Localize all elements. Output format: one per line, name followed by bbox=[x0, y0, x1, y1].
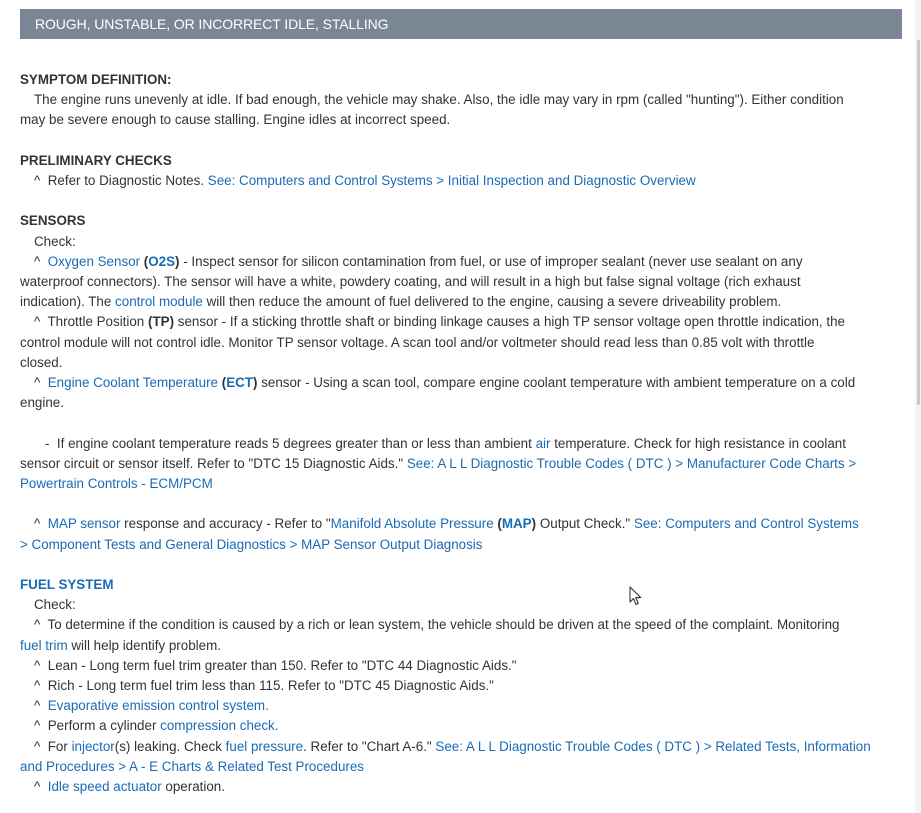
mouse-cursor-icon bbox=[629, 586, 643, 606]
bullet-caret: ^ bbox=[34, 253, 41, 269]
link-compression-check[interactable]: compression check bbox=[160, 718, 275, 734]
preliminary-heading: PRELIMINARY CHECKS bbox=[20, 152, 172, 168]
fuel-check-label: Check: bbox=[34, 597, 76, 613]
symptom-text-line-1: The engine runs unevenly at idle. If bad enough, the vehicle may shake. Also, the idle may vary in rpm (called "hunting"). Either condition bbox=[34, 92, 844, 108]
link-injector[interactable]: injector bbox=[71, 738, 115, 754]
link-fuel-trim[interactable]: fuel trim bbox=[20, 637, 68, 653]
tp-item-line-3: closed. bbox=[20, 354, 63, 370]
sensors-check-label: Check: bbox=[34, 233, 76, 249]
link-computers-control-systems[interactable]: See: Computers and Control Systems bbox=[633, 516, 859, 532]
link-dtc-related-tests[interactable]: See: A L L Diagnostic Trouble Codes ( DTC ) > Related Tests, Information bbox=[435, 738, 871, 754]
fuel-system-heading[interactable] bbox=[20, 575, 902, 595]
bullet-caret: ^ bbox=[34, 779, 41, 795]
ect-item-line-2: engine. bbox=[20, 395, 64, 411]
link-engine-coolant-temperature[interactable]: Engine Coolant Temperature bbox=[47, 375, 218, 391]
ect-item-line-1: ^ Engine Coolant Temperature (ECT) sensor - Using a scan tool, compare engine coolant temperature with ambient temperature on a cold bbox=[34, 375, 856, 391]
link-map-sensor-output-diagnosis[interactable]: > Component Tests and General Diagnostics > MAP Sensor Output Diagnosis bbox=[20, 536, 483, 552]
o2s-item-line-3: indication). The control module will then reduce the amount of fuel delivered to the engine, causing a severe driveability problem. bbox=[20, 294, 782, 310]
bullet-caret: ^ bbox=[34, 173, 41, 188]
symptom-heading: SYMPTOM DEFINITION: bbox=[20, 72, 172, 87]
link-map-sensor[interactable]: MAP sensor bbox=[47, 516, 121, 532]
fuel-injector-line-1: ^ For injector(s) leaking. Check fuel pressure. Refer to "Chart A-6." See: A L L Diagnostic Trouble Codes ( DTC ) > Related Tests, Information bbox=[34, 738, 871, 754]
document-content bbox=[20, 70, 902, 797]
link-map[interactable]: MAP bbox=[501, 516, 532, 532]
ect-sub-item-line-3 bbox=[20, 474, 902, 494]
tp-item-line-1: ^ Throttle Position (TP) sensor - If a sticking throttle shaft or binding linkage causes a high TP sensor voltage open throttle indication, the bbox=[34, 314, 845, 330]
map-item-line-2 bbox=[20, 535, 902, 555]
ect-sub-item-line-1: - If engine coolant temperature reads 5 degrees greater than or less than ambient air temperature. Check for high resistance in coolant bbox=[45, 435, 846, 451]
bullet-caret: ^ bbox=[34, 678, 41, 694]
link-dtc-manufacturer-code-charts[interactable]: See: A L L Diagnostic Trouble Codes ( DTC ) > Manufacturer Code Charts > bbox=[406, 455, 857, 471]
bullet-caret: ^ bbox=[34, 375, 41, 391]
link-ect[interactable]: ECT bbox=[226, 375, 253, 391]
link-o2s[interactable]: O2S bbox=[148, 253, 176, 269]
fuel-evap-item: ^ Evaporative emission control system. bbox=[34, 698, 269, 714]
link-ae-charts[interactable]: and Procedures > A - E Charts & Related Test Procedures bbox=[20, 758, 365, 774]
ect-sub-item-line-2: sensor circuit or sensor itself. Refer to "DTC 15 Diagnostic Aids." See: A L L Diagnostic Trouble Codes ( DTC ) > Manufacturer Code Charts > bbox=[20, 455, 857, 471]
link-fuel-pressure[interactable]: fuel pressure bbox=[225, 738, 304, 754]
section-title-bar bbox=[20, 9, 902, 39]
fuel-idle-item: ^ Idle speed actuator operation. bbox=[34, 779, 225, 795]
scrollbar-thumb[interactable] bbox=[917, 40, 920, 405]
bullet-caret: ^ bbox=[34, 738, 41, 754]
link-fuel-system[interactable]: FUEL SYSTEM bbox=[20, 577, 114, 592]
fuel-compression-item: ^ Perform a cylinder compression check. bbox=[34, 718, 279, 734]
bullet-caret: ^ bbox=[34, 698, 41, 714]
link-control-module[interactable]: control module bbox=[115, 294, 203, 310]
fuel-determine-line-1: ^ To determine if the condition is caused by a rich or lean system, the vehicle should be driven at the speed of the complaint. Monitoring bbox=[34, 617, 840, 633]
link-evaporative-emission-control[interactable]: Evaporative emission control system bbox=[47, 698, 266, 714]
fuel-lean-item: ^ Lean - Long term fuel trim greater than 150. Refer to "DTC 44 Diagnostic Aids." bbox=[34, 657, 517, 673]
tp-item-line-2: control module will not control idle. Monitor TP sensor voltage. A scan tool and/or voltmeter should read less than 0.85 volt with throttle bbox=[20, 334, 815, 350]
bullet-caret: ^ bbox=[34, 657, 41, 673]
symptom-text-line-2: may be severe enough to cause stalling. Engine idles at incorrect speed. bbox=[20, 112, 451, 128]
link-air[interactable]: air bbox=[535, 435, 551, 451]
bullet-caret: ^ bbox=[34, 314, 41, 330]
link-powertrain-controls[interactable]: Powertrain Controls - ECM/PCM bbox=[20, 476, 213, 492]
bullet-dash: - bbox=[45, 435, 50, 451]
bullet-caret: ^ bbox=[34, 516, 41, 532]
vertical-scrollbar[interactable] bbox=[915, 0, 921, 813]
link-idle-speed-actuator[interactable]: Idle speed actuator bbox=[47, 779, 162, 795]
bullet-caret: ^ bbox=[34, 718, 41, 734]
fuel-determine-line-2: fuel trim will help identify problem. bbox=[20, 637, 221, 653]
fuel-rich-item: ^ Rich - Long term fuel trim less than 115. Refer to "DTC 45 Diagnostic Aids." bbox=[34, 678, 494, 694]
map-item-line-1: ^ MAP sensor response and accuracy - Refer to "Manifold Absolute Pressure (MAP) Output Check." See: Computers and Control Systems bbox=[34, 516, 859, 532]
preliminary-item: ^ Refer to Diagnostic Notes. See: Computers and Control Systems > Initial Inspection and Diagnostic Overview bbox=[34, 173, 696, 188]
link-initial-inspection[interactable]: See: Computers and Control Systems > Initial Inspection and Diagnostic Overview bbox=[207, 173, 696, 188]
link-oxygen-sensor[interactable]: Oxygen Sensor bbox=[47, 253, 141, 269]
o2s-item-line-1: ^ Oxygen Sensor (O2S) - Inspect sensor for silicon contamination from fuel, or use of improper sealant (never use sealant on any bbox=[34, 253, 803, 269]
fuel-injector-line-2 bbox=[20, 757, 902, 777]
link-manifold-absolute-pressure[interactable]: Manifold Absolute Pressure bbox=[330, 516, 494, 532]
page-title: ROUGH, UNSTABLE, OR INCORRECT IDLE, STALLING bbox=[35, 16, 389, 32]
bullet-caret: ^ bbox=[34, 617, 41, 633]
sensors-heading: SENSORS bbox=[20, 213, 86, 229]
o2s-item-line-2: waterproof connectors). The sensor will have a white, powdery coating, and will result in a high but false signal voltage (rich exhaust bbox=[20, 274, 801, 289]
